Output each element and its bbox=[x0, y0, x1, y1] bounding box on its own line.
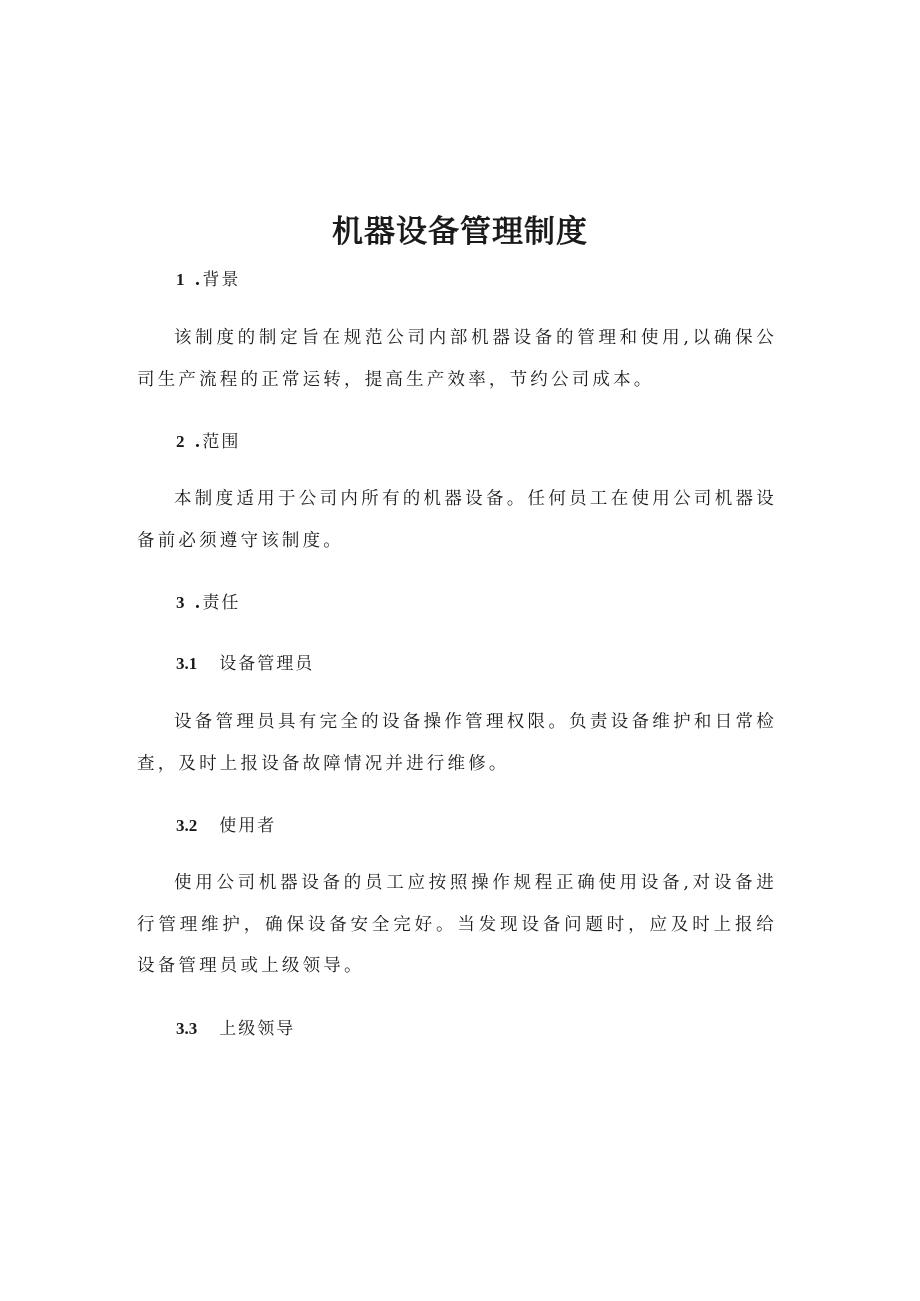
section-number: 1 bbox=[176, 270, 185, 289]
section-title: 责任 bbox=[202, 593, 241, 613]
subsection-title: 上级领导 bbox=[219, 1019, 296, 1039]
subsection-heading-users bbox=[176, 814, 276, 838]
section-heading-scope: 2 .范围 bbox=[176, 432, 241, 452]
subsection-paragraph-equipment-admin: 设备管理员具有完全的设备操作管理权限。负责设备维护和日常检查，及时上报设备故障情况并进行维修。 bbox=[137, 712, 777, 774]
section-heading-background: 1 .背景 bbox=[176, 270, 241, 290]
subsection-title: 使用者 bbox=[219, 816, 277, 836]
subsection-number: 3.1 bbox=[176, 654, 198, 673]
section-paragraph-background: 该制度的制定旨在规范公司内部机器设备的管理和使用,以确保公司生产流程的正常运转，提高生产效率，节约公司成本。 bbox=[137, 328, 777, 390]
section-title: 范围 bbox=[202, 432, 241, 452]
section-number: 2 bbox=[176, 432, 185, 451]
subsection-number: 3.3 bbox=[176, 1019, 198, 1038]
section-title: 背景 bbox=[202, 270, 241, 290]
section-paragraph-scope: 本制度适用于公司内所有的机器设备。任何员工在使用公司机器设备前必须遵守该制度。 bbox=[137, 489, 777, 551]
subsection-number: 3.2 bbox=[176, 816, 198, 835]
subsection-heading-superiors bbox=[176, 1017, 295, 1041]
subsection-title: 设备管理员 bbox=[219, 654, 315, 674]
subsection-heading-equipment-admin bbox=[176, 652, 314, 676]
subsection-paragraph-users: 使用公司机器设备的员工应按照操作规程正确使用设备,对设备进行管理维护，确保设备安全完好。当发现设备问题时，应及时上报给设备管理员或上级领导。 bbox=[137, 873, 777, 976]
section-number: 3 bbox=[176, 593, 185, 612]
document-title: 机器设备管理制度 bbox=[332, 214, 588, 250]
section-heading-responsibility: 3 .责任 bbox=[176, 593, 241, 613]
